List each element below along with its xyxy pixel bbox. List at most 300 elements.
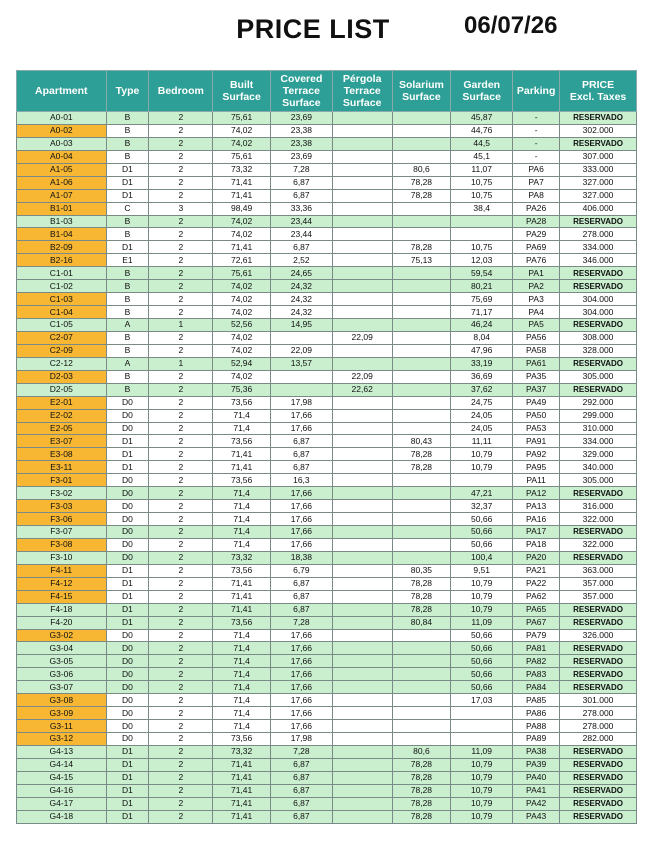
- covered-terrace-cell: 6,87: [270, 771, 332, 784]
- covered-terrace-cell: 6,87: [270, 810, 332, 823]
- pergola-terrace-cell: [332, 176, 392, 189]
- apartment-cell: B1-01: [17, 202, 107, 215]
- price-cell: RESERVADO: [560, 215, 637, 228]
- solarium-cell: 78,28: [392, 590, 451, 603]
- price-cell: 282.000: [560, 733, 637, 746]
- covered-terrace-cell: 18,38: [270, 551, 332, 564]
- covered-terrace-cell: 24,65: [270, 267, 332, 280]
- bedroom-cell: 2: [149, 306, 213, 319]
- bedroom-cell: 2: [149, 590, 213, 603]
- bedroom-cell: 2: [149, 280, 213, 293]
- bedroom-cell: 2: [149, 642, 213, 655]
- covered-terrace-cell: 17,66: [270, 526, 332, 539]
- type-cell: B: [106, 228, 149, 241]
- solarium-cell: [392, 642, 451, 655]
- table-row: [17, 383, 637, 396]
- table-row: [17, 474, 637, 487]
- covered-terrace-cell: 17,66: [270, 655, 332, 668]
- solarium-cell: [392, 215, 451, 228]
- pergola-terrace-cell: [332, 500, 392, 513]
- solarium-cell: 78,28: [392, 758, 451, 771]
- bedroom-cell: 2: [149, 694, 213, 707]
- type-cell: B: [106, 293, 149, 306]
- solarium-cell: [392, 228, 451, 241]
- price-cell: 357.000: [560, 577, 637, 590]
- type-cell: B: [106, 150, 149, 163]
- solarium-cell: [392, 668, 451, 681]
- table-row: [17, 810, 637, 823]
- type-cell: B: [106, 112, 149, 125]
- pergola-terrace-cell: [332, 357, 392, 370]
- apartment-cell: A1-05: [17, 163, 107, 176]
- parking-cell: -: [513, 112, 560, 125]
- apartment-cell: G4-13: [17, 745, 107, 758]
- price-cell: 346.000: [560, 254, 637, 267]
- table-row: [17, 526, 637, 539]
- built-surface-cell: 71,4: [213, 642, 271, 655]
- pergola-terrace-cell: [332, 344, 392, 357]
- parking-cell: PA22: [513, 577, 560, 590]
- solarium-cell: [392, 150, 451, 163]
- solarium-cell: [392, 124, 451, 137]
- garden-cell: 10,79: [451, 758, 513, 771]
- col-header-parking: Parking: [513, 71, 560, 112]
- apartment-cell: F4-18: [17, 603, 107, 616]
- col-header-garden: Garden Surface: [451, 71, 513, 112]
- parking-cell: PA58: [513, 344, 560, 357]
- garden-cell: 45,1: [451, 150, 513, 163]
- covered-terrace-cell: 24,32: [270, 293, 332, 306]
- type-cell: D0: [106, 551, 149, 564]
- bedroom-cell: 1: [149, 357, 213, 370]
- covered-terrace-cell: 14,95: [270, 319, 332, 332]
- table-row: [17, 396, 637, 409]
- price-cell: RESERVADO: [560, 797, 637, 810]
- parking-cell: PA89: [513, 733, 560, 746]
- built-surface-cell: 98,49: [213, 202, 271, 215]
- covered-terrace-cell: 17,66: [270, 707, 332, 720]
- parking-cell: PA65: [513, 603, 560, 616]
- table-row: [17, 629, 637, 642]
- built-surface-cell: 75,36: [213, 383, 271, 396]
- type-cell: C: [106, 202, 149, 215]
- covered-terrace-cell: 7,28: [270, 616, 332, 629]
- type-cell: D1: [106, 448, 149, 461]
- covered-terrace-cell: 17,66: [270, 487, 332, 500]
- parking-cell: PA3: [513, 293, 560, 306]
- apartment-cell: F4-15: [17, 590, 107, 603]
- type-cell: D1: [106, 784, 149, 797]
- table-row: [17, 228, 637, 241]
- price-cell: RESERVADO: [560, 616, 637, 629]
- table-row: [17, 784, 637, 797]
- built-surface-cell: 71,4: [213, 513, 271, 526]
- pergola-terrace-cell: [332, 810, 392, 823]
- solarium-cell: 78,28: [392, 810, 451, 823]
- price-cell: 328.000: [560, 344, 637, 357]
- type-cell: D0: [106, 642, 149, 655]
- pergola-terrace-cell: [332, 474, 392, 487]
- apartment-cell: G3-07: [17, 681, 107, 694]
- parking-cell: -: [513, 150, 560, 163]
- parking-cell: PA13: [513, 500, 560, 513]
- table-row: [17, 215, 637, 228]
- type-cell: D0: [106, 526, 149, 539]
- pergola-terrace-cell: [332, 720, 392, 733]
- apartment-cell: F3-08: [17, 538, 107, 551]
- covered-terrace-cell: 6,87: [270, 189, 332, 202]
- apartment-cell: F4-20: [17, 616, 107, 629]
- built-surface-cell: 74,02: [213, 370, 271, 383]
- table-row: [17, 758, 637, 771]
- table-row: [17, 551, 637, 564]
- garden-cell: 9,51: [451, 564, 513, 577]
- table-row: [17, 590, 637, 603]
- covered-terrace-cell: 7,28: [270, 745, 332, 758]
- parking-cell: PA86: [513, 707, 560, 720]
- bedroom-cell: 2: [149, 176, 213, 189]
- garden-cell: 50,66: [451, 668, 513, 681]
- table-row: [17, 267, 637, 280]
- solarium-cell: [392, 538, 451, 551]
- garden-cell: 10,79: [451, 797, 513, 810]
- table-row: [17, 577, 637, 590]
- type-cell: B: [106, 383, 149, 396]
- garden-cell: 17,03: [451, 694, 513, 707]
- pergola-terrace-cell: [332, 564, 392, 577]
- parking-cell: PA91: [513, 435, 560, 448]
- apartment-cell: A0-02: [17, 124, 107, 137]
- pergola-terrace-cell: [332, 655, 392, 668]
- parking-cell: PA82: [513, 655, 560, 668]
- type-cell: D1: [106, 771, 149, 784]
- pergola-terrace-cell: [332, 112, 392, 125]
- covered-terrace-cell: 17,66: [270, 629, 332, 642]
- solarium-cell: 80,84: [392, 616, 451, 629]
- built-surface-cell: 74,02: [213, 344, 271, 357]
- table-row: [17, 124, 637, 137]
- price-cell: RESERVADO: [560, 137, 637, 150]
- covered-terrace-cell: 2,52: [270, 254, 332, 267]
- price-cell: RESERVADO: [560, 784, 637, 797]
- solarium-cell: [392, 202, 451, 215]
- col-header-bedroom: Bedroom: [149, 71, 213, 112]
- garden-cell: 10,79: [451, 603, 513, 616]
- built-surface-cell: 74,02: [213, 306, 271, 319]
- built-surface-cell: 73,32: [213, 163, 271, 176]
- price-cell: 299.000: [560, 409, 637, 422]
- bedroom-cell: 2: [149, 124, 213, 137]
- parking-cell: PA67: [513, 616, 560, 629]
- parking-cell: PA41: [513, 784, 560, 797]
- garden-cell: 75,69: [451, 293, 513, 306]
- bedroom-cell: 2: [149, 577, 213, 590]
- bedroom-cell: 2: [149, 500, 213, 513]
- table-row: [17, 487, 637, 500]
- built-surface-cell: 71,41: [213, 758, 271, 771]
- garden-cell: 46,24: [451, 319, 513, 332]
- bedroom-cell: 2: [149, 629, 213, 642]
- table-row: [17, 163, 637, 176]
- apartment-cell: F3-02: [17, 487, 107, 500]
- price-cell: RESERVADO: [560, 668, 637, 681]
- covered-terrace-cell: 17,66: [270, 538, 332, 551]
- solarium-cell: [392, 694, 451, 707]
- table-row: [17, 797, 637, 810]
- covered-terrace-cell: 23,69: [270, 112, 332, 125]
- apartment-cell: F4-12: [17, 577, 107, 590]
- bedroom-cell: 2: [149, 771, 213, 784]
- apartment-cell: F3-06: [17, 513, 107, 526]
- solarium-cell: [392, 629, 451, 642]
- price-cell: 305.000: [560, 370, 637, 383]
- apartment-cell: G3-08: [17, 694, 107, 707]
- table-row: [17, 500, 637, 513]
- parking-cell: PA53: [513, 422, 560, 435]
- covered-terrace-cell: 23,38: [270, 137, 332, 150]
- solarium-cell: [392, 707, 451, 720]
- table-row: [17, 150, 637, 163]
- apartment-cell: E3-11: [17, 461, 107, 474]
- bedroom-cell: 2: [149, 267, 213, 280]
- table-row: [17, 616, 637, 629]
- solarium-cell: 80,6: [392, 163, 451, 176]
- table-row: [17, 668, 637, 681]
- type-cell: D1: [106, 758, 149, 771]
- table-row: [17, 720, 637, 733]
- parking-cell: PA88: [513, 720, 560, 733]
- price-cell: 304.000: [560, 306, 637, 319]
- pergola-terrace-cell: [332, 707, 392, 720]
- table-row: [17, 603, 637, 616]
- bedroom-cell: 2: [149, 655, 213, 668]
- solarium-cell: [392, 733, 451, 746]
- type-cell: B: [106, 137, 149, 150]
- parking-cell: PA37: [513, 383, 560, 396]
- covered-terrace-cell: 17,98: [270, 396, 332, 409]
- type-cell: D1: [106, 564, 149, 577]
- covered-terrace-cell: 6,87: [270, 758, 332, 771]
- built-surface-cell: 75,61: [213, 112, 271, 125]
- price-cell: 406.000: [560, 202, 637, 215]
- garden-cell: 12,03: [451, 254, 513, 267]
- solarium-cell: [392, 500, 451, 513]
- table-row: [17, 694, 637, 707]
- pergola-terrace-cell: [332, 538, 392, 551]
- built-surface-cell: 52,56: [213, 319, 271, 332]
- solarium-cell: 75,13: [392, 254, 451, 267]
- pergola-terrace-cell: [332, 745, 392, 758]
- apartment-cell: A0-04: [17, 150, 107, 163]
- covered-terrace-cell: 6,79: [270, 564, 332, 577]
- bedroom-cell: 2: [149, 474, 213, 487]
- parking-cell: PA95: [513, 461, 560, 474]
- bedroom-cell: 2: [149, 733, 213, 746]
- bedroom-cell: 2: [149, 461, 213, 474]
- price-cell: 334.000: [560, 241, 637, 254]
- price-cell: RESERVADO: [560, 603, 637, 616]
- covered-terrace-cell: 6,87: [270, 448, 332, 461]
- garden-cell: 50,66: [451, 526, 513, 539]
- pergola-terrace-cell: [332, 629, 392, 642]
- bedroom-cell: 2: [149, 344, 213, 357]
- bedroom-cell: 2: [149, 163, 213, 176]
- solarium-cell: [392, 396, 451, 409]
- apartment-cell: B2-09: [17, 241, 107, 254]
- table-row: [17, 422, 637, 435]
- pergola-terrace-cell: [332, 202, 392, 215]
- covered-terrace-cell: 23,38: [270, 124, 332, 137]
- parking-cell: PA83: [513, 668, 560, 681]
- built-surface-cell: 74,02: [213, 215, 271, 228]
- built-surface-cell: 71,4: [213, 629, 271, 642]
- apartment-cell: G4-18: [17, 810, 107, 823]
- table-row: [17, 319, 637, 332]
- apartment-cell: G3-04: [17, 642, 107, 655]
- bedroom-cell: 2: [149, 784, 213, 797]
- bedroom-cell: 2: [149, 112, 213, 125]
- type-cell: B: [106, 331, 149, 344]
- table-row: [17, 202, 637, 215]
- garden-cell: 50,66: [451, 655, 513, 668]
- pergola-terrace-cell: 22,62: [332, 383, 392, 396]
- solarium-cell: 78,28: [392, 771, 451, 784]
- solarium-cell: [392, 280, 451, 293]
- built-surface-cell: 74,02: [213, 137, 271, 150]
- garden-cell: 50,66: [451, 642, 513, 655]
- solarium-cell: 78,28: [392, 461, 451, 474]
- garden-cell: 10,79: [451, 810, 513, 823]
- covered-terrace-cell: 6,87: [270, 590, 332, 603]
- table-header-row: [17, 71, 637, 112]
- bedroom-cell: 2: [149, 758, 213, 771]
- pergola-terrace-cell: [332, 228, 392, 241]
- apartment-cell: A1-07: [17, 189, 107, 202]
- built-surface-cell: 71,4: [213, 526, 271, 539]
- built-surface-cell: 71,4: [213, 720, 271, 733]
- apartment-cell: G4-14: [17, 758, 107, 771]
- solarium-cell: [392, 474, 451, 487]
- parking-cell: PA85: [513, 694, 560, 707]
- pergola-terrace-cell: [332, 215, 392, 228]
- apartment-cell: C1-04: [17, 306, 107, 319]
- covered-terrace-cell: 17,66: [270, 422, 332, 435]
- bedroom-cell: 2: [149, 254, 213, 267]
- price-cell: 327.000: [560, 189, 637, 202]
- garden-cell: 10,75: [451, 241, 513, 254]
- type-cell: E1: [106, 254, 149, 267]
- parking-cell: PA12: [513, 487, 560, 500]
- solarium-cell: 80,6: [392, 745, 451, 758]
- type-cell: D0: [106, 733, 149, 746]
- covered-terrace-cell: 17,66: [270, 513, 332, 526]
- bedroom-cell: 2: [149, 189, 213, 202]
- price-cell: RESERVADO: [560, 771, 637, 784]
- bedroom-cell: 2: [149, 331, 213, 344]
- type-cell: D0: [106, 629, 149, 642]
- covered-terrace-cell: 6,87: [270, 435, 332, 448]
- bedroom-cell: 2: [149, 513, 213, 526]
- bedroom-cell: 2: [149, 137, 213, 150]
- solarium-cell: [392, 319, 451, 332]
- parking-cell: PA6: [513, 163, 560, 176]
- table-row: [17, 771, 637, 784]
- garden-cell: 24,75: [451, 396, 513, 409]
- covered-terrace-cell: 17,66: [270, 409, 332, 422]
- parking-cell: PA21: [513, 564, 560, 577]
- pergola-terrace-cell: [332, 150, 392, 163]
- type-cell: D1: [106, 810, 149, 823]
- table-row: [17, 189, 637, 202]
- type-cell: D1: [106, 745, 149, 758]
- table-row: [17, 461, 637, 474]
- built-surface-cell: 74,02: [213, 280, 271, 293]
- pergola-terrace-cell: [332, 422, 392, 435]
- price-cell: 329.000: [560, 448, 637, 461]
- garden-cell: 11,09: [451, 616, 513, 629]
- price-list-table: [16, 70, 637, 824]
- solarium-cell: [392, 267, 451, 280]
- solarium-cell: 78,28: [392, 797, 451, 810]
- apartment-cell: G3-06: [17, 668, 107, 681]
- parking-cell: PA1: [513, 267, 560, 280]
- garden-cell: [451, 215, 513, 228]
- built-surface-cell: 71,4: [213, 538, 271, 551]
- type-cell: B: [106, 306, 149, 319]
- covered-terrace-cell: 17,66: [270, 642, 332, 655]
- built-surface-cell: 74,02: [213, 293, 271, 306]
- solarium-cell: [392, 720, 451, 733]
- bedroom-cell: 2: [149, 396, 213, 409]
- covered-terrace-cell: 6,87: [270, 784, 332, 797]
- table-row: [17, 642, 637, 655]
- table-row: [17, 241, 637, 254]
- price-cell: RESERVADO: [560, 319, 637, 332]
- pergola-terrace-cell: [332, 319, 392, 332]
- covered-terrace-cell: 23,44: [270, 215, 332, 228]
- price-cell: RESERVADO: [560, 357, 637, 370]
- type-cell: A: [106, 319, 149, 332]
- apartment-cell: G4-16: [17, 784, 107, 797]
- parking-cell: PA18: [513, 538, 560, 551]
- apartment-cell: C2-09: [17, 344, 107, 357]
- bedroom-cell: 2: [149, 797, 213, 810]
- pergola-terrace-cell: [332, 668, 392, 681]
- parking-cell: -: [513, 137, 560, 150]
- apartment-cell: E2-02: [17, 409, 107, 422]
- price-cell: 363.000: [560, 564, 637, 577]
- apartment-cell: F3-10: [17, 551, 107, 564]
- bedroom-cell: 2: [149, 448, 213, 461]
- type-cell: D1: [106, 590, 149, 603]
- price-cell: 292.000: [560, 396, 637, 409]
- apartment-cell: A0-01: [17, 112, 107, 125]
- garden-cell: 32,37: [451, 500, 513, 513]
- garden-cell: 80,21: [451, 280, 513, 293]
- built-surface-cell: 71,4: [213, 681, 271, 694]
- parking-cell: PA29: [513, 228, 560, 241]
- col-header-built-surface: Built Surface: [213, 71, 271, 112]
- table-row: [17, 681, 637, 694]
- covered-terrace-cell: 17,66: [270, 720, 332, 733]
- pergola-terrace-cell: [332, 694, 392, 707]
- price-cell: 278.000: [560, 707, 637, 720]
- garden-cell: 47,21: [451, 487, 513, 500]
- table-row: [17, 655, 637, 668]
- price-cell: RESERVADO: [560, 758, 637, 771]
- pergola-terrace-cell: [332, 784, 392, 797]
- garden-cell: 10,79: [451, 448, 513, 461]
